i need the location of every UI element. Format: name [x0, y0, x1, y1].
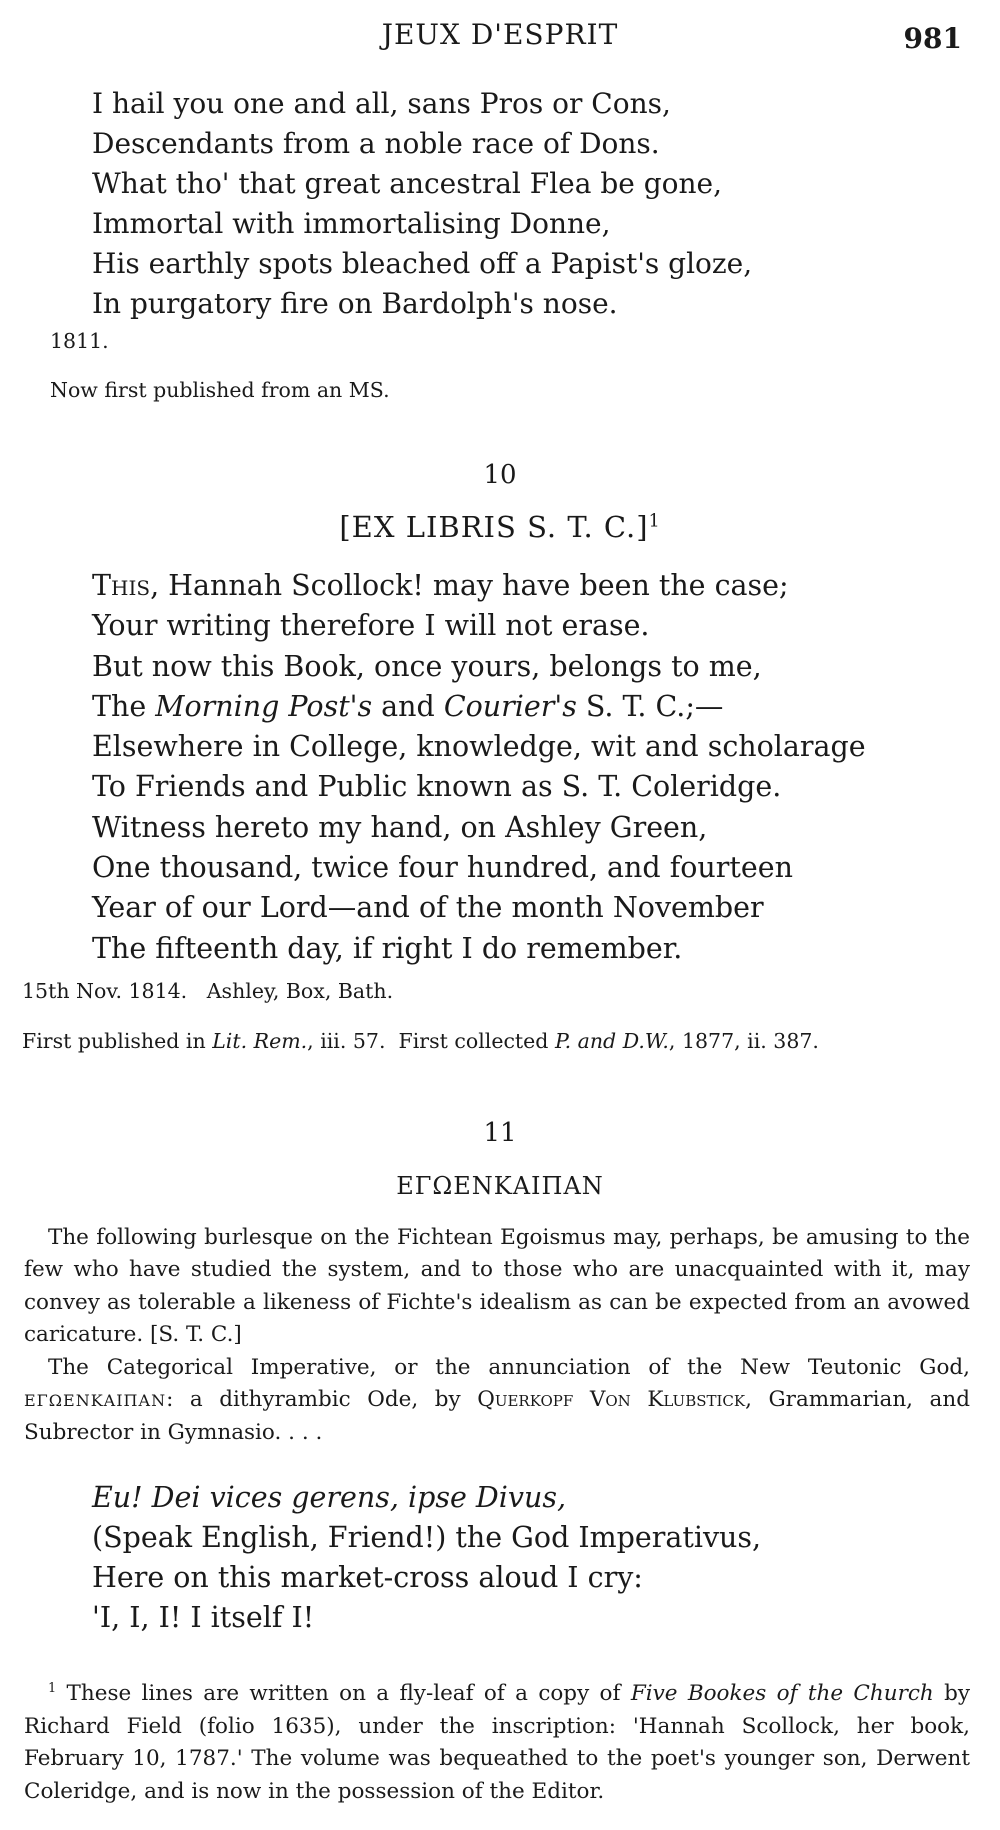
poem-top [92, 84, 752, 324]
italic-title: Courier's [443, 689, 577, 723]
poem-ex-libris [92, 566, 866, 969]
italic-title: Morning Post's [155, 689, 373, 723]
footnote-text [24, 1678, 970, 1808]
note-text: , iii. 57. First collected [307, 1029, 555, 1053]
section-title [0, 510, 1000, 544]
publication-note [22, 1026, 819, 1056]
paragraph [24, 1352, 970, 1450]
verse-line: Witness hereto my hand, on Ashley Green, [92, 810, 708, 844]
italic-title: Five Bookes of the Church [630, 1681, 934, 1706]
verse-line: The fifteenth day, if right I do remember. [92, 931, 683, 965]
footnote [24, 1678, 970, 1808]
verse-line [92, 566, 866, 606]
verse-line: But now this Book, once yours, belongs to me, [92, 649, 762, 683]
running-title: JEUX D'ESPRIT [381, 18, 619, 51]
verse-line: Year of our Lord—and of the month November [92, 891, 764, 925]
poem-egoismus [92, 1478, 761, 1638]
running-head [0, 14, 1000, 64]
italic-source: P. and D.W. [554, 1029, 669, 1053]
footnote-ref: 1 [648, 511, 661, 532]
verse-line: What tho' that great ancestral Flea be gone, [92, 167, 723, 200]
verse-line: Elsewhere in College, knowledge, wit and scholarage [92, 730, 866, 764]
poem-date: 1811. [50, 329, 109, 353]
section-number: 11 [483, 1118, 517, 1148]
first-word: This [92, 569, 151, 602]
verse-line: One thousand, twice four hundred, and fourteen [92, 851, 793, 885]
section-title: ΕΓΩΕΝΚΑΙΠΑΝ [396, 1172, 604, 1200]
paragraph-text: : a dithyrambic Ode, by [166, 1387, 478, 1413]
footnote-text-a: These lines are written on a fly-leaf of a copy of [56, 1681, 631, 1706]
verse-line: To Friends and Public known as S. T. Coleridge. [92, 770, 782, 804]
verse-line: Descendants from a noble race of Dons. [92, 127, 660, 160]
first-line-rest: , Hannah Scollock! may have been the case; [150, 569, 789, 602]
greek-title: ΕΓΩΕΝΚΑΙΠΑΝ [24, 1391, 167, 1411]
poem-dateline: 15th Nov. 1814. Ashley, Box, Bath. [22, 979, 394, 1003]
paragraph-text: The Categorical Imperative, or the annunciation of the New Teutonic God, [48, 1354, 970, 1380]
verse-line: (Speak English, Friend!) the God Imperativus, [92, 1521, 762, 1554]
author-name: Querkopf Von Klubstick [477, 1387, 746, 1413]
note-text: First published in [22, 1029, 213, 1053]
footnote-text-b: by Richard Field (folio 1635), under the inscription: 'Hannah Scollock, her book, February 10, 1787.' The volume was bequeathed to the poet's younger son, Derwent Coleridge, and is now in the possession of the Editor. [24, 1681, 971, 1804]
note-text: , 1877, ii. 387. [668, 1029, 819, 1053]
verse-line: In purgatory fire on Bardolph's nose. [92, 287, 618, 320]
verse-text: and [372, 689, 444, 723]
verse-line [92, 1478, 761, 1518]
paragraph-text: , Grammarian, and Subrector in Gymnasio. . . . [24, 1387, 970, 1446]
verse-line: Immortal with immortalising Donne, [92, 207, 611, 240]
section-title-text: [EX LIBRIS S. T. C.] [339, 510, 649, 544]
verse-text: The [92, 689, 156, 723]
page-number: 981 [903, 22, 962, 55]
publication-note: Now first published from an MS. [50, 378, 390, 402]
section-number: 10 [483, 460, 517, 490]
footnote-marker: 1 [48, 1680, 57, 1696]
verse-line: I hail you one and all, sans Pros or Cons, [92, 87, 671, 120]
prose-intro [24, 1222, 970, 1450]
verse-line: Your writing therefore I will not erase. [92, 609, 650, 643]
verse-line: His earthly spots bleached off a Papist's gloze, [92, 247, 753, 280]
italic-source: Lit. Rem. [212, 1029, 308, 1053]
verse-text: S. T. C.;— [576, 689, 724, 723]
verse-line: 'I, I, I! I itself I! [92, 1601, 315, 1634]
verse-line: Here on this market-cross aloud I cry: [92, 1561, 643, 1594]
paragraph: The following burlesque on the Fichtean Egoismus may, perhaps, be amusing to the few who have studied the system, and to those who are unacquainted with it, may convey as tolerable a likeness of Fichte's idealism as can be expected from an avowed caricature. [S. T. C.] [24, 1225, 970, 1348]
latin-line: Eu! Dei vices gerens, ipse Divus, [92, 1481, 567, 1514]
verse-line [92, 687, 866, 727]
